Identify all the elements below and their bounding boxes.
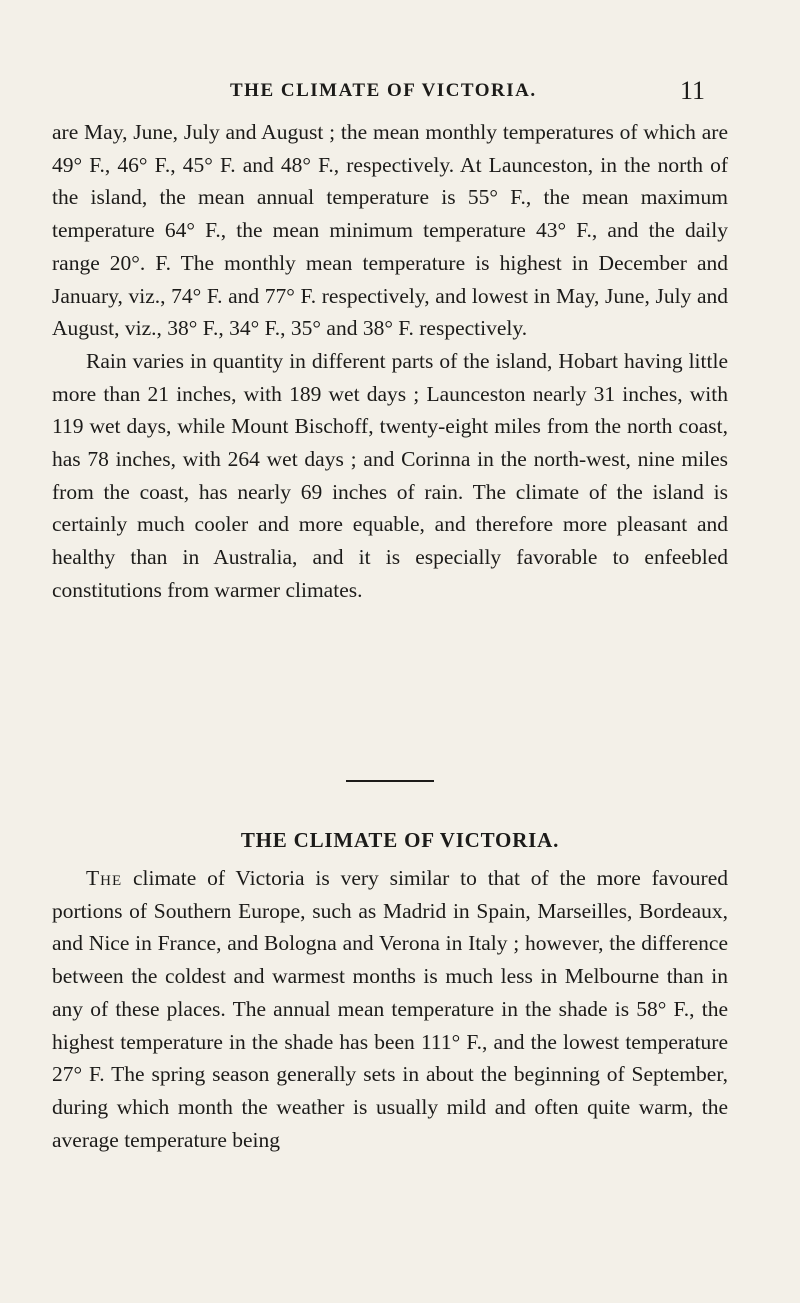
paragraph-lead-word: The: [86, 866, 123, 890]
paragraph-victoria-body: climate of Victoria is very similar to that of the more favoured portions of Southern Europe, such as Madrid in Spain, Marseilles, Bordeaux, and Nice in France, and Bologna and Verona in Italy ; however, the difference between the coldest and warmest months is much less in Melbourne than in any of these places. The annual mean temperature in the shade is 58° F., the highest temperature in the shade has been 111° F., and the lowest temperature 27° F. The spring season generally sets in about the beginning of September, during which month the weather is usually mild and often quite warm, the average temperature being: [52, 866, 728, 1152]
running-head: [0, 76, 800, 110]
tasmania-climate-text: [52, 116, 728, 607]
section-heading: THE CLIMATE OF VICTORIA.: [240, 828, 560, 852]
section-divider: [346, 780, 434, 782]
paragraph-tasmania-temperatures: are May, June, July and August ; the mean monthly temperatures of which are 49° F., 46° F., 45° F. and 48° F., respectively. At Launceston, in the north of the island, the mean annual temperature is 55° F., the mean maximum temperature 64° F., the mean minimum temperature 43° F., and the daily range 20°. F. The monthly mean temperature is highest in December and January, viz., 74° F. and 77° F. respectively, and lowest in May, June, July and August, viz., 38° F., 34° F., 35° and 38° F. respectively.: [52, 120, 728, 341]
page-number: 11: [680, 76, 706, 105]
paragraph-tasmania-rainfall: Rain varies in quantity in different parts of the island, Hobart having little more than 21 inches, with 189 wet days ; Launceston nearly 31 inches, with 119 wet days, while Mount Bischoff, twenty-eight miles from the north coast, has 78 inches, with 264 wet days ; and Corinna in the north-west, nine miles from the coast, has nearly 69 inches of rain. The climate of the island is certainly much cooler and more equable, and therefore more pleasant and healthy than in Australia, and it is especially favorable to enfeebled constitutions from warmer climates.: [52, 348, 728, 602]
running-title: THE CLIMATE OF VICTORIA.: [230, 80, 537, 101]
paragraph-victoria-climate: [52, 862, 728, 1156]
victoria-climate-text: [52, 862, 728, 1156]
